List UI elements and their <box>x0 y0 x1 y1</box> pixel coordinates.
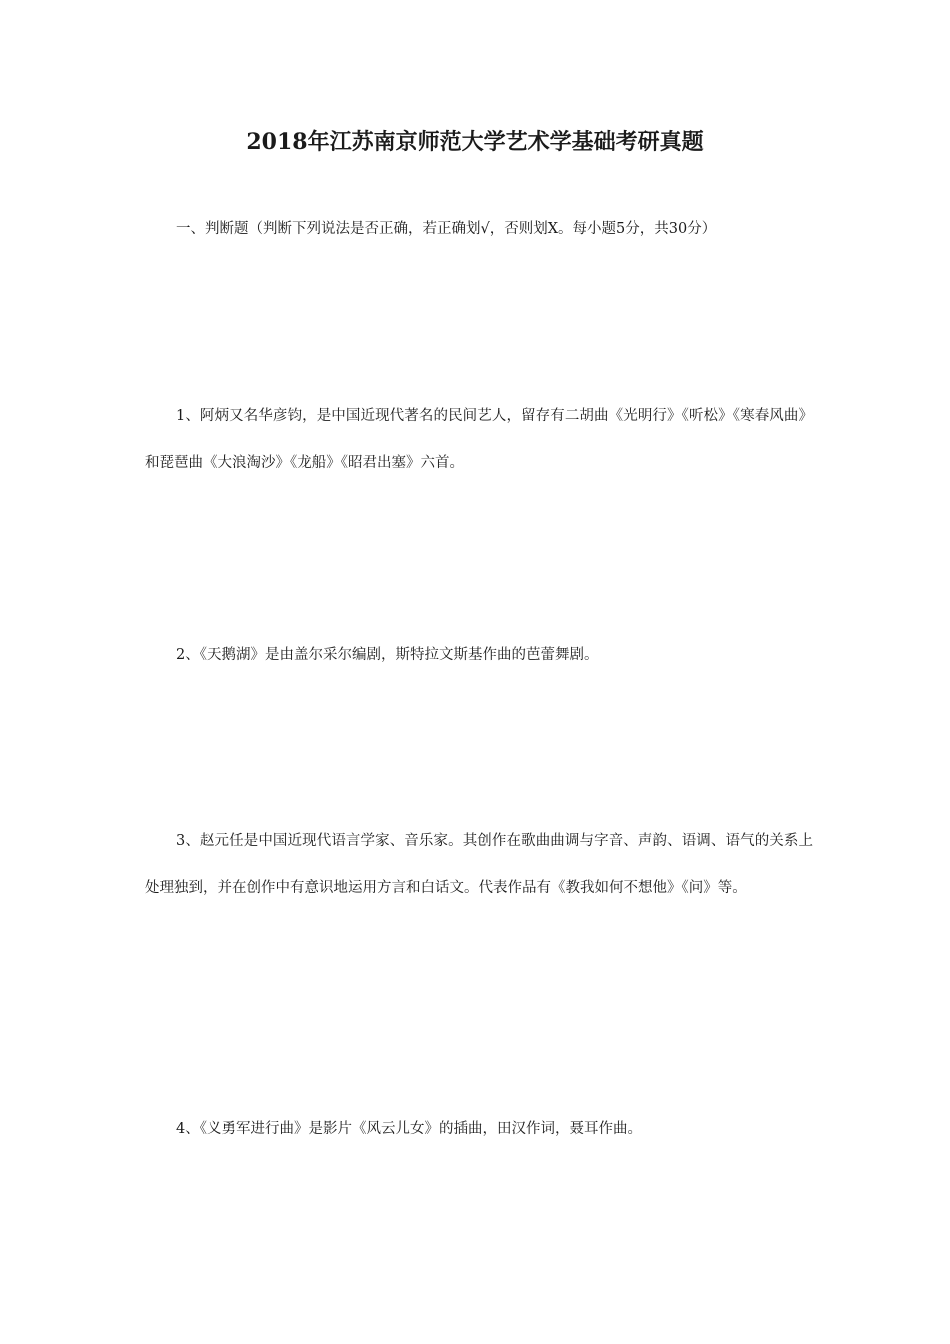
page-title: 2018年江苏南京师范大学艺术学基础考研真题 <box>246 129 704 155</box>
question-2: 2、《天鹅湖》是由盖尔采尔编剧，斯特拉文斯基作曲的芭蕾舞剧。 <box>176 647 599 663</box>
question-3: 3、赵元任是中国近现代语言学家、音乐家。其创作在歌曲曲调与字音、声韵、语调、语气的关系上处理独到，并在创作中有意识地运用方言和白话文。代表作品有《教我如何不想他》《问》等。 <box>145 833 813 896</box>
section-heading-true-false: 一、判断题（判断下列说法是否正确，若正确划√，否则划X。每小题5分，共30分） <box>176 221 717 237</box>
question-4: 4、《义勇军进行曲》是影片《风云儿女》的插曲，田汉作词，聂耳作曲。 <box>176 1121 642 1137</box>
question-1: 1、阿炳又名华彦钧，是中国近现代著名的民间艺人，留存有二胡曲《光明行》《听松》《寒春风曲》和琵琶曲《大浪淘沙》《龙船》《昭君出塞》六首。 <box>145 408 813 471</box>
